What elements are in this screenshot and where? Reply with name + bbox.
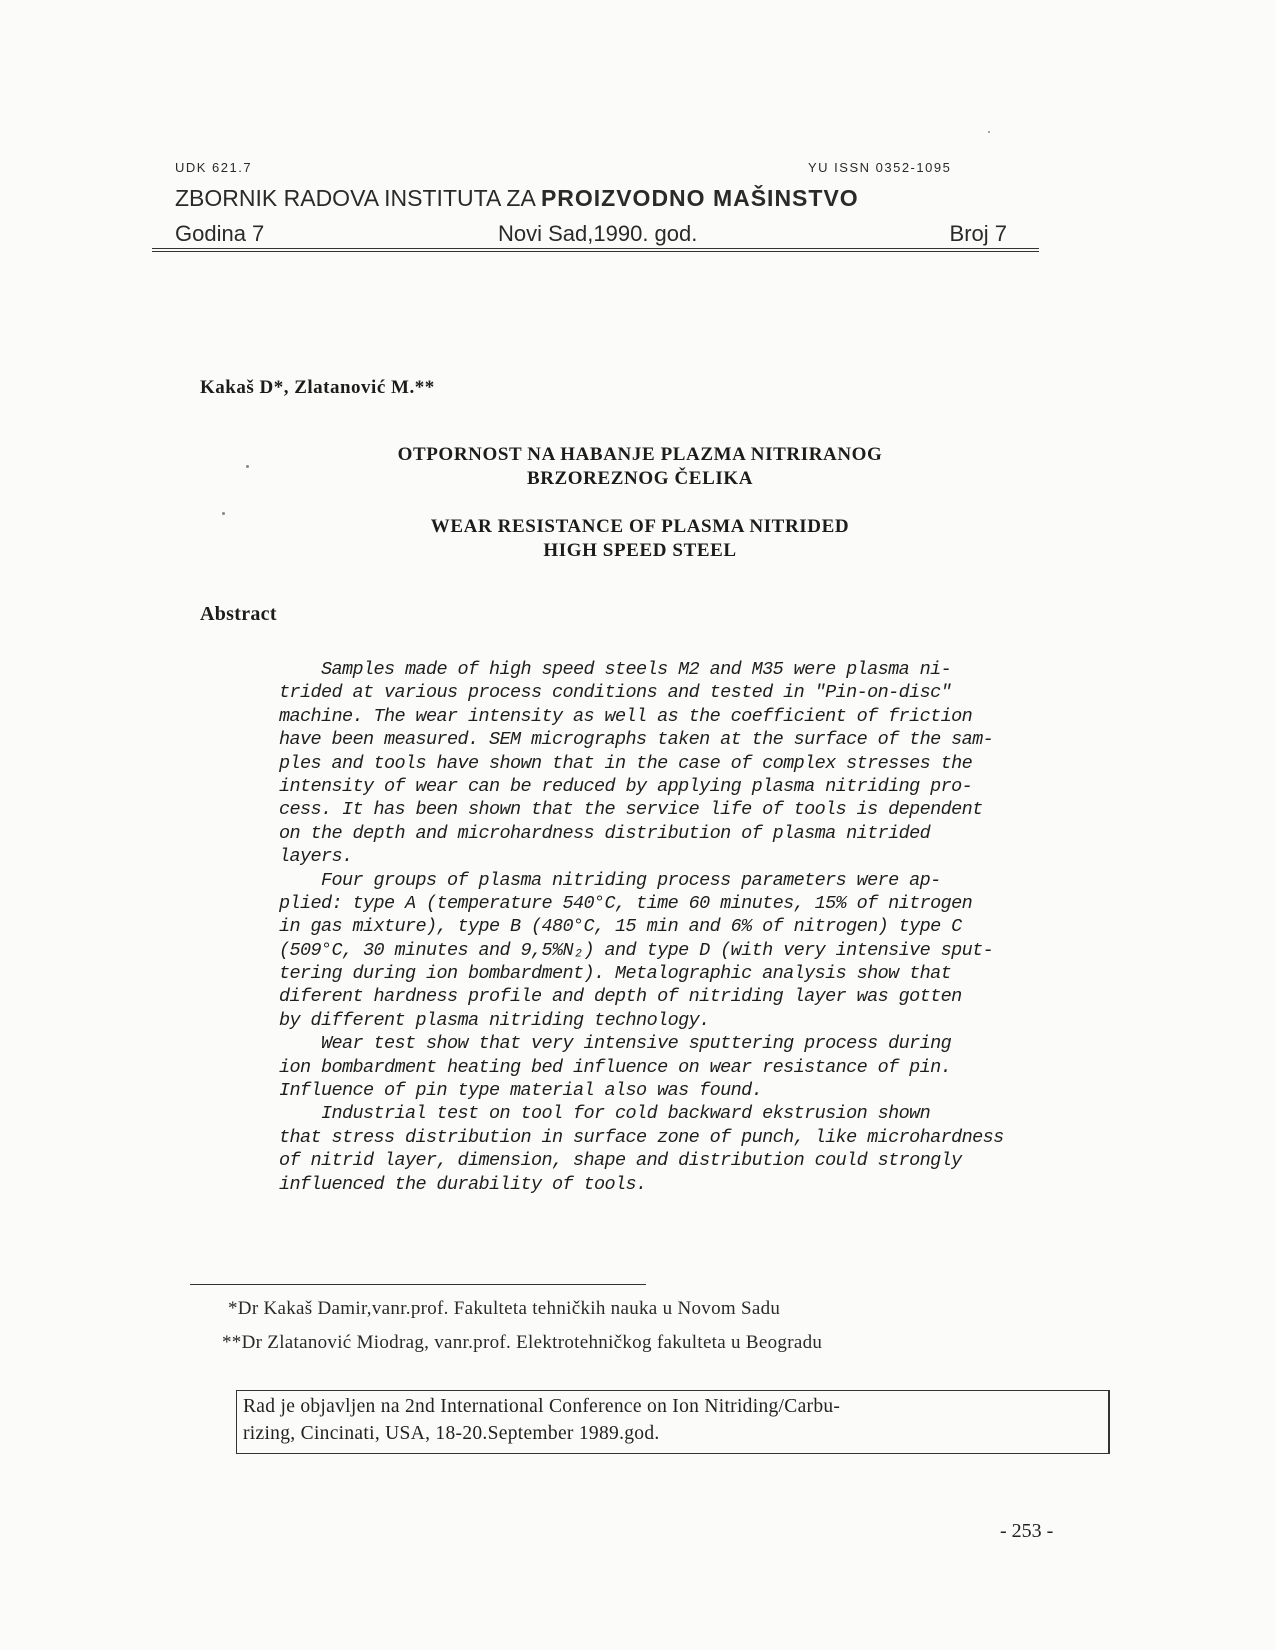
udk-code: UDK 621.7 (175, 160, 253, 175)
abstract-line: in gas mixture), type B (480°C, 15 min and 6% of nitrogen) type C (279, 916, 962, 938)
abstract-line: on the depth and microhardness distribution of plasma nitrided (279, 822, 931, 844)
header-rule (152, 248, 1039, 249)
abstract-line: diferent hardness profile and depth of nitriding layer was gotten (279, 986, 962, 1008)
place-date: Novi Sad,1990. god. (498, 221, 698, 246)
abstract-line: machine. The wear intensity as well as the coefficient of friction (279, 705, 973, 727)
abstract-line: ples and tools have shown that in the case of complex stresses the (279, 752, 973, 774)
abstract-line: (509°C, 30 minutes and 9,5%N₂) and type D (with very intensive sput- (279, 939, 994, 961)
issue-number: Broj 7 (949, 221, 1007, 246)
abstract-line: Samples made of high speed steels M2 and M35 were plasma ni- (279, 659, 952, 680)
authors: Kakaš D*, Zlatanović M.** (200, 377, 435, 398)
abstract-body (279, 658, 1079, 1196)
header-rule-double (152, 251, 1039, 252)
page-number: - 253 - (1000, 1520, 1054, 1542)
abstract-line: tering during ion bombardment). Metalographic analysis show that (279, 963, 952, 985)
scan-speck (246, 465, 249, 468)
title-english (300, 515, 980, 563)
publication-note-line: Rad je objavljen na 2nd International Conference on Ion Nitriding/Carbu- (243, 1396, 841, 1417)
abstract-line: ion bombardment heating bed influence on wear resistance of pin. (279, 1056, 952, 1078)
abstract-line: cess. It has been shown that the service life of tools is dependent (279, 799, 983, 821)
abstract-line: trided at various process conditions and tested in "Pin-on-disc" (279, 682, 952, 704)
abstract-line: influenced the durability of tools. (279, 1173, 647, 1195)
title-english-line: WEAR RESISTANCE OF PLASMA NITRIDED (430, 516, 850, 537)
publication-note-line: rizing, Cincinati, USA, 18-20.September 1989.god. (243, 1423, 660, 1444)
abstract-line: by different plasma nitriding technology. (279, 1009, 710, 1031)
abstract-line: plied: type A (temperature 540°C, time 60 minutes, 15% of nitrogen (279, 892, 973, 914)
title-serbian (300, 443, 980, 491)
title-serbian-line: OTPORNOST NA HABANJE PLAZMA NITRIRANOG (397, 444, 883, 465)
year-label: Godina 7 (175, 221, 265, 246)
issue-line (175, 221, 1017, 249)
footnote-author-1: *Dr Kakaš Damir,vanr.prof. Fakulteta tehničkih nauka u Novom Sadu (228, 1298, 781, 1319)
abstract-line: intensity of wear can be reduced by applying plasma nitriding pro- (279, 775, 973, 797)
abstract-line: Four groups of plasma nitriding process parameters were ap- (279, 869, 941, 891)
abstract-line: Influence of pin type material also was found. (279, 1080, 763, 1102)
abstract-line: have been measured. SEM micrographs taken at the surface of the sam- (279, 729, 994, 751)
abstract-heading: Abstract (200, 603, 277, 625)
abstract-line: layers. (279, 846, 353, 868)
scan-speck (988, 131, 990, 133)
journal-title (175, 185, 1017, 212)
issn-code: YU ISSN 0352-1095 (808, 160, 952, 175)
abstract-line: Industrial test on tool for cold backward ekstrusion shown (279, 1103, 931, 1125)
footnote-rule (190, 1284, 646, 1285)
scan-speck (222, 512, 225, 515)
journal-title-regular: ZBORNIK RADOVA INSTITUTA ZA (175, 185, 541, 211)
abstract-line: that stress distribution in surface zone of punch, like microhardness (279, 1126, 1004, 1148)
abstract-line: Wear test show that very intensive sputtering process during (279, 1033, 952, 1055)
abstract-line: of nitrid layer, dimension, shape and distribution could strongly (279, 1150, 962, 1172)
title-serbian-line: BRZOREZNOG ČELIKA (526, 468, 754, 489)
title-english-line: HIGH SPEED STEEL (543, 540, 737, 561)
journal-title-bold: PROIZVODNO MAŠINSTVO (540, 185, 859, 211)
publication-note (236, 1390, 1110, 1454)
footnote-author-2: **Dr Zlatanović Miodrag, vanr.prof. Elektrotehničkog fakulteta u Beogradu (222, 1332, 823, 1353)
